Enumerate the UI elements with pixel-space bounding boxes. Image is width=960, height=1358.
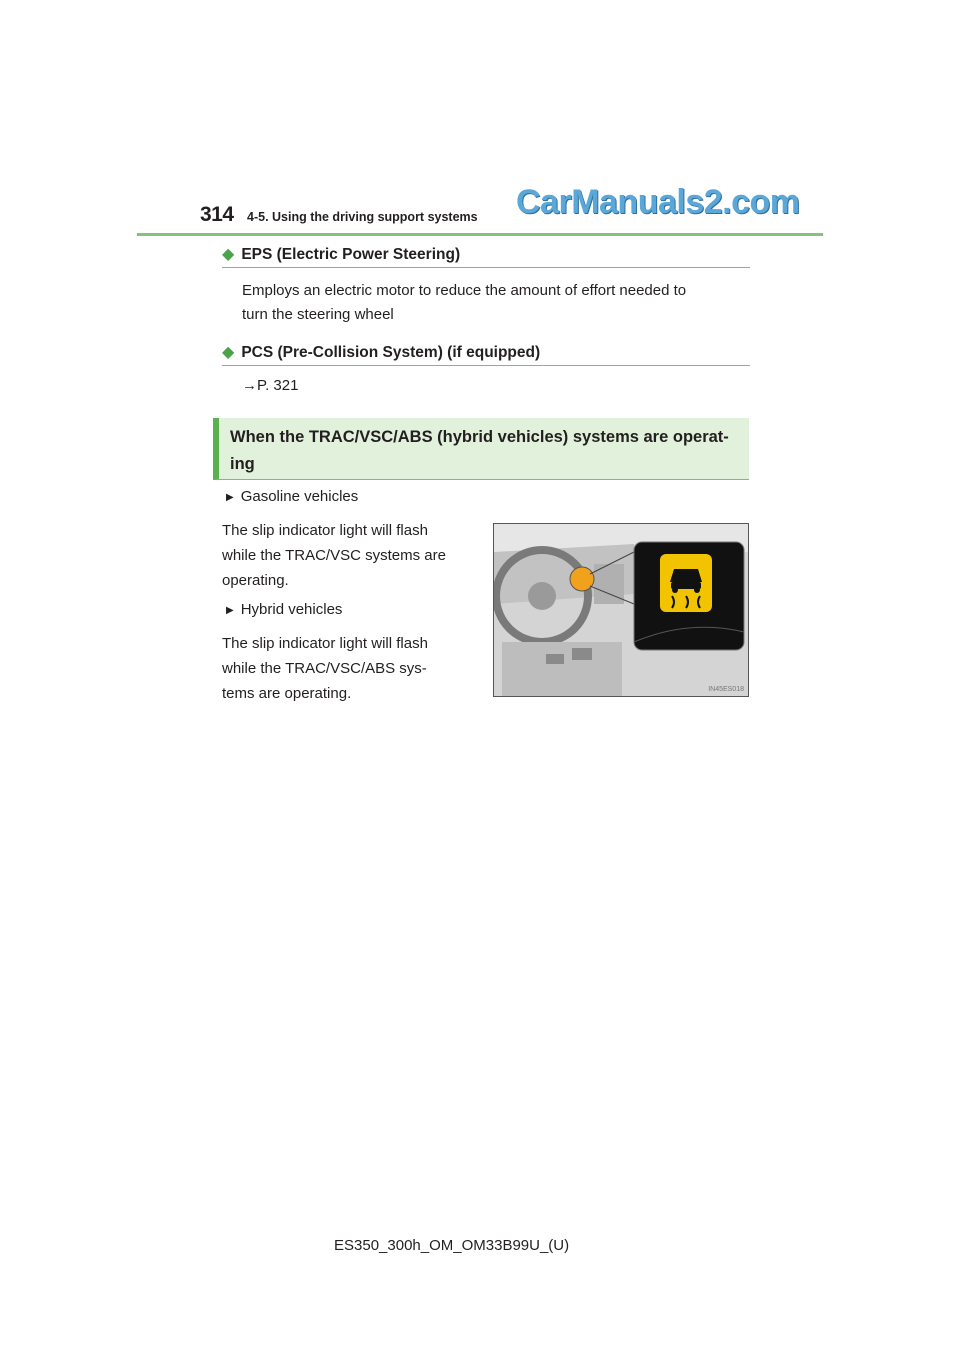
page-number: 314: [200, 203, 234, 226]
diamond-icon: ◆: [222, 246, 235, 263]
section-band-heading: [230, 424, 745, 478]
gasoline-label-text: Gasoline vehicles: [240, 488, 359, 505]
gasoline-line-2: while the TRAC/VSC systems are: [222, 547, 446, 564]
header-rule: [137, 233, 823, 236]
gasoline-line-3: operating.: [222, 572, 289, 589]
hybrid-line-2: while the TRAC/VSC/ABS sys-: [222, 660, 427, 677]
hybrid-line-1: The slip indicator light will flash: [222, 635, 428, 652]
band-heading-line-2: ing: [230, 455, 255, 473]
hybrid-line-3: tems are operating.: [222, 685, 352, 702]
section-band: [213, 418, 749, 480]
diamond-icon: ◆: [222, 344, 235, 361]
hybrid-label: [226, 601, 342, 618]
figure-code: IN45ES018: [708, 686, 744, 693]
section-title: 4-5. Using the driving support systems: [247, 210, 478, 224]
eps-line-2: turn the steering wheel: [242, 306, 394, 323]
footer-doc-code: ES350_300h_OM_OM33B99U_(U): [334, 1237, 570, 1254]
eps-heading-text: EPS (Electric Power Steering): [241, 246, 461, 263]
gasoline-line-1: The slip indicator light will flash: [222, 522, 428, 539]
band-heading-line-1: When the TRAC/VSC/ABS (hybrid vehicles) systems are operat-: [230, 428, 729, 446]
eps-heading: [222, 244, 460, 264]
pcs-rule: [222, 365, 750, 366]
pcs-heading-text: PCS (Pre-Collision System) (if equipped): [241, 344, 541, 361]
eps-rule: [222, 267, 750, 268]
hybrid-label-text: Hybrid vehicles: [240, 601, 343, 618]
eps-line-1: Employs an electric motor to reduce the amount of effort needed to: [242, 282, 687, 299]
pcs-reference[interactable]: [242, 374, 298, 398]
pcs-reference-text: P. 321: [257, 377, 299, 394]
arrow-right-icon: →: [242, 377, 257, 394]
triangle-bullet-icon: ▶: [226, 492, 234, 503]
watermark: CarManuals2.com: [516, 183, 800, 221]
dashboard-illustration: [493, 523, 749, 697]
pcs-heading: [222, 342, 540, 362]
dashboard-drawing: [494, 524, 749, 697]
gasoline-label: [226, 488, 358, 505]
triangle-bullet-icon: ▶: [226, 605, 234, 616]
